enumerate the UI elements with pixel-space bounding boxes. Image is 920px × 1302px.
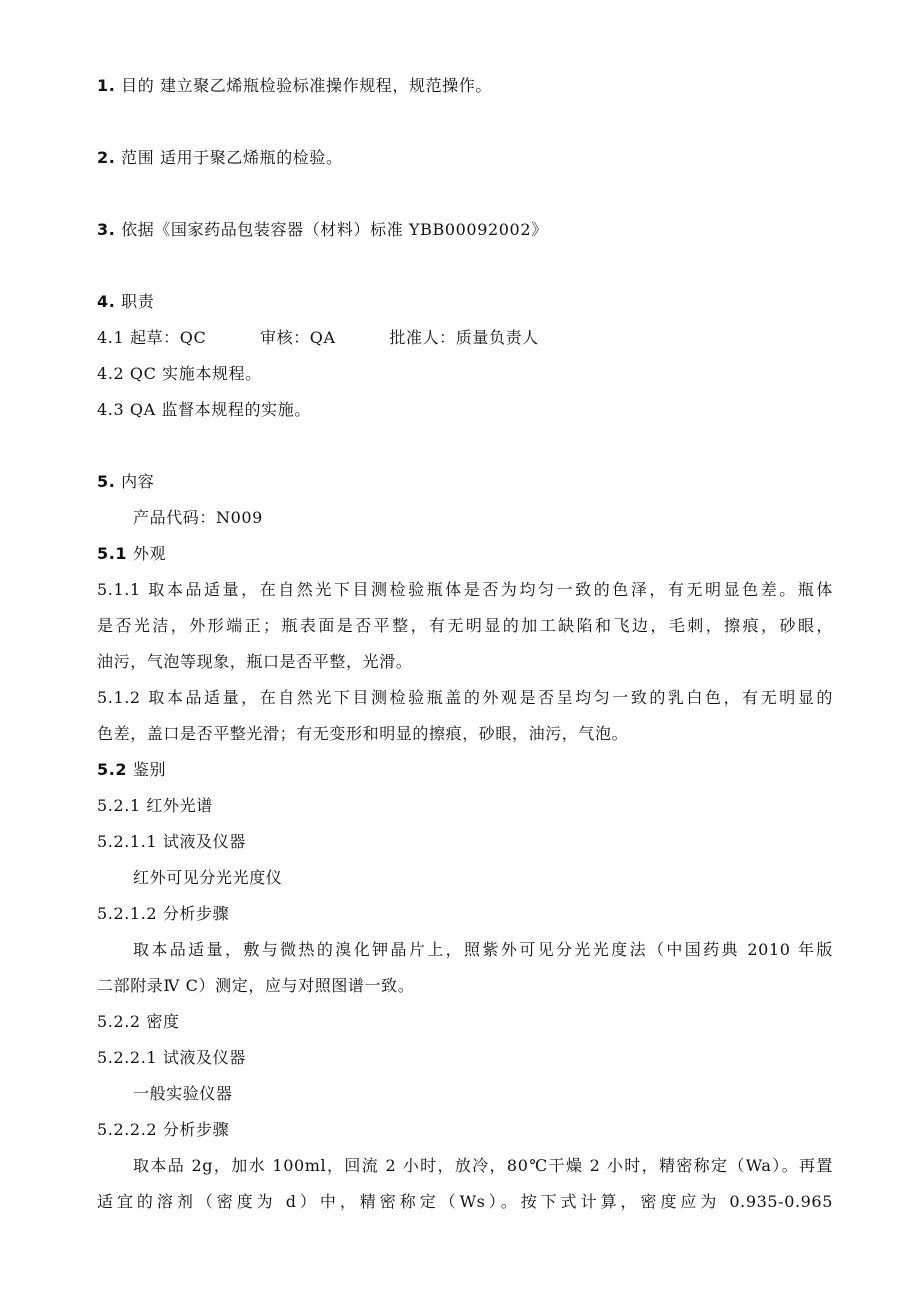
section-4 [97, 292, 154, 312]
section-number: 5. [97, 472, 116, 491]
subsection-heading: 5.2.1.2 分析步骤 [97, 904, 230, 923]
subsection-heading: 5.2.2 密度 [97, 1012, 180, 1031]
section-3 [97, 220, 548, 240]
section-number: 5.1 [97, 544, 128, 563]
item-number: 4.1 [97, 328, 125, 347]
section-1 [97, 76, 492, 96]
paragraph-line: 取本品适量，敷与微热的溴化钾晶片上，照紫外可见分光光度法（中国药典 2010 年版 [133, 940, 833, 959]
paragraph-line: 色差，盖口是否平整光滑；有无变形和明显的擦痕，砂眼，油污，气泡。 [97, 724, 629, 743]
reviewer: 审核：QA [260, 328, 336, 347]
paragraph-line: 一般实验仪器 [133, 1084, 233, 1103]
section-title: 外观 [132, 544, 167, 563]
section-5-1-heading [97, 544, 166, 564]
subsection-heading: 5.2.1 红外光谱 [97, 796, 213, 815]
drafter: 起草：QC [129, 328, 207, 347]
section-5 [97, 472, 154, 492]
responsibility-4-2: 4.2 QC 实施本规程。 [97, 364, 262, 383]
section-title: 依据《国家药品包装容器（材料）标准 YBB00092002》 [121, 220, 548, 239]
section-title: 范围 [121, 148, 155, 167]
paragraph-line: 取本品 2g，加水 100ml，回流 2 小时，放冷，80℃干燥 2 小时，精密称定（Wa）。再置 [133, 1156, 833, 1175]
responsibility-4-1 [97, 328, 539, 348]
section-number: 4. [97, 292, 116, 311]
paragraph-line: 是否光洁，外形端正；瓶表面是否平整，有无明显的加工缺陷和飞边，毛刺，擦痕，砂眼， [97, 616, 833, 635]
paragraph-line: 红外可见分光光度仪 [133, 868, 283, 887]
section-number: 2. [97, 148, 116, 167]
paragraph-line: 适宜的溶剂（密度为 d）中，精密称定（Ws）。按下式计算，密度应为 0.935-0.965 [97, 1192, 833, 1211]
paragraph-line: 二部附录Ⅳ C）测定，应与对照图谱一致。 [97, 976, 415, 995]
section-5-2-heading [97, 760, 166, 780]
section-number: 5.2 [97, 760, 128, 779]
section-title: 职责 [121, 292, 155, 311]
section-title: 内容 [121, 472, 155, 491]
section-2 [97, 148, 343, 168]
subsection-heading: 5.2.2.1 试液及仪器 [97, 1048, 246, 1067]
section-title: 鉴别 [132, 760, 167, 779]
section-number: 1. [97, 76, 116, 95]
section-number: 3. [97, 220, 116, 239]
approver: 批准人：质量负责人 [389, 328, 539, 347]
section-text: 适用于聚乙烯瓶的检验。 [160, 148, 343, 167]
subsection-heading: 5.2.1.1 试液及仪器 [97, 832, 246, 851]
subsection-heading: 5.2.2.2 分析步骤 [97, 1120, 230, 1139]
section-text: 建立聚乙烯瓶检验标准操作规程，规范操作。 [160, 76, 493, 95]
responsibility-4-3: 4.3 QA 监督本规程的实施。 [97, 400, 311, 419]
paragraph-line: 5.1.1 取本品适量，在自然光下目测检验瓶体是否为均匀一致的色泽，有无明显色差。瓶体 [97, 580, 833, 599]
paragraph-line: 油污，气泡等现象，瓶口是否平整，光滑。 [97, 652, 413, 671]
section-title: 目的 [121, 76, 155, 95]
product-code: 产品代码：N009 [133, 508, 263, 527]
paragraph-line: 5.1.2 取本品适量，在自然光下目测检验瓶盖的外观是否呈均匀一致的乳白色，有无明显的 [97, 688, 833, 707]
